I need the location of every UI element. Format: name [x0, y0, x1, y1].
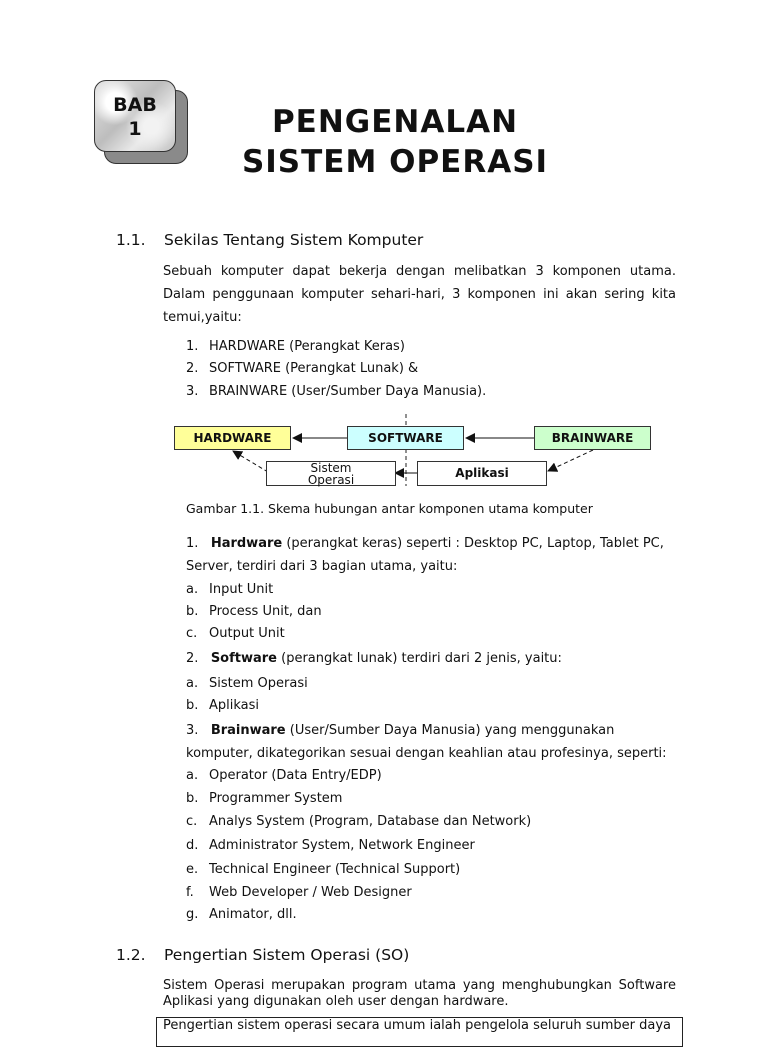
list-item-text: SOFTWARE (Perangkat Lunak) &	[209, 361, 419, 376]
diagram-hardware-box: HARDWARE	[174, 426, 291, 450]
list-item	[186, 698, 486, 716]
list-item-text: Analys System (Program, Database dan Network)	[209, 814, 532, 829]
list-marker: c.	[186, 814, 198, 829]
software-term: Software	[210, 651, 277, 666]
section-1-intro: Sebuah komputer dapat bekerja dengan melibatkan 3 komponen utama. Dalam penggunaan komputer sehari-hari, 3 komponen ini akan sering kita temui,yaitu:	[163, 264, 676, 325]
figure-caption: Gambar 1.1. Skema hubungan antar komponen utama komputer	[186, 501, 593, 516]
list-item	[186, 907, 586, 925]
section-1-number: 1.1.	[116, 231, 146, 249]
list-marker: 2.	[186, 651, 199, 666]
list-item-text: Sistem Operasi	[209, 676, 308, 691]
list-marker: a.	[186, 768, 199, 783]
list-item-text: Technical Engineer (Technical Support)	[209, 862, 461, 877]
arrow-brainware-to-aplikasi	[548, 450, 593, 471]
section-2-intro: Sistem Operasi merupakan program utama yang menghubungkan Software Aplikasi yang digunakan oleh user dengan hardware.	[163, 978, 676, 1009]
hardware-term: Hardware	[210, 536, 283, 551]
list-marker: 1.	[186, 536, 199, 551]
section-2-number: 1.2.	[116, 946, 146, 964]
brainware-description-cont: komputer, dikategorikan sesuai dengan keahlian atau profesinya, seperti:	[186, 746, 667, 761]
list-item	[186, 862, 586, 880]
list-item-text: BRAINWARE (User/Sumber Daya Manusia).	[209, 384, 487, 399]
list-marker: 3.	[186, 384, 199, 399]
list-item-text: Animator, dll.	[209, 907, 297, 922]
chapter-badge-label: BAB	[113, 94, 157, 116]
list-marker: 1.	[186, 339, 199, 354]
list-item-text: Output Unit	[209, 626, 285, 641]
list-marker: b.	[186, 604, 199, 619]
chapter-badge-number: 1	[128, 118, 142, 140]
software-description	[186, 651, 562, 666]
brainware-description	[186, 723, 614, 738]
chapter-title-line1: PENGENALAN	[271, 104, 519, 140]
list-item	[186, 791, 586, 809]
list-marker: b.	[186, 791, 199, 806]
list-item-text: Input Unit	[209, 582, 274, 597]
brainware-term: Brainware	[210, 723, 286, 738]
list-item	[186, 814, 586, 832]
list-item	[186, 676, 486, 694]
hardware-description	[186, 536, 664, 551]
arrow-sistem-to-hardware	[233, 451, 268, 472]
list-item-text: HARDWARE (Perangkat Keras)	[209, 339, 405, 354]
hardware-desc: (perangkat keras) seperti : Desktop PC, Laptop, Tablet PC,	[282, 536, 664, 551]
list-item	[186, 768, 586, 786]
section-2-title: Pengertian Sistem Operasi (SO)	[164, 946, 410, 964]
software-desc: (perangkat lunak) terdiri dari 2 jenis, yaitu:	[277, 651, 562, 666]
list-item-text: Programmer System	[209, 791, 343, 806]
list-marker: 2.	[186, 361, 199, 376]
list-item	[186, 582, 486, 600]
list-marker: e.	[186, 862, 199, 877]
list-marker: f.	[186, 885, 194, 900]
diagram-software-box: SOFTWARE	[347, 426, 464, 450]
list-item-text: Administrator System, Network Engineer	[209, 838, 475, 853]
chapter-title-line2: SISTEM OPERASI	[241, 144, 549, 180]
diagram-aplikasi-box: Aplikasi	[417, 461, 547, 486]
list-item	[186, 838, 586, 856]
list-marker: 3.	[186, 723, 199, 738]
list-item	[186, 604, 486, 622]
brainware-desc: (User/Sumber Daya Manusia) yang menggunakan	[285, 723, 615, 738]
diagram-sistem-line1: Sistem	[310, 461, 352, 475]
definition-box: Pengertian sistem operasi secara umum ialah pengelola seluruh sumber daya	[156, 1017, 683, 1047]
hardware-description-cont: Server, terdiri dari 3 bagian utama, yaitu:	[186, 559, 458, 574]
section-1-title: Sekilas Tentang Sistem Komputer	[164, 231, 424, 249]
list-marker: b.	[186, 698, 199, 713]
list-marker: a.	[186, 676, 199, 691]
diagram-sistem-operasi-box	[266, 461, 396, 486]
list-marker: g.	[186, 907, 199, 922]
list-item-text: Web Developer / Web Designer	[209, 885, 412, 900]
list-item-text: Operator (Data Entry/EDP)	[209, 768, 382, 783]
list-item-text: Aplikasi	[209, 698, 260, 713]
list-marker: a.	[186, 582, 199, 597]
diagram-sistem-line2: Operasi	[307, 473, 355, 487]
section-2-heading	[116, 946, 676, 966]
list-item	[186, 885, 586, 903]
diagram-brainware-box: BRAINWARE	[534, 426, 651, 450]
list-item-text: Process Unit, dan	[209, 604, 322, 619]
list-marker: d.	[186, 838, 199, 853]
list-marker: c.	[186, 626, 198, 641]
list-item	[186, 626, 486, 644]
